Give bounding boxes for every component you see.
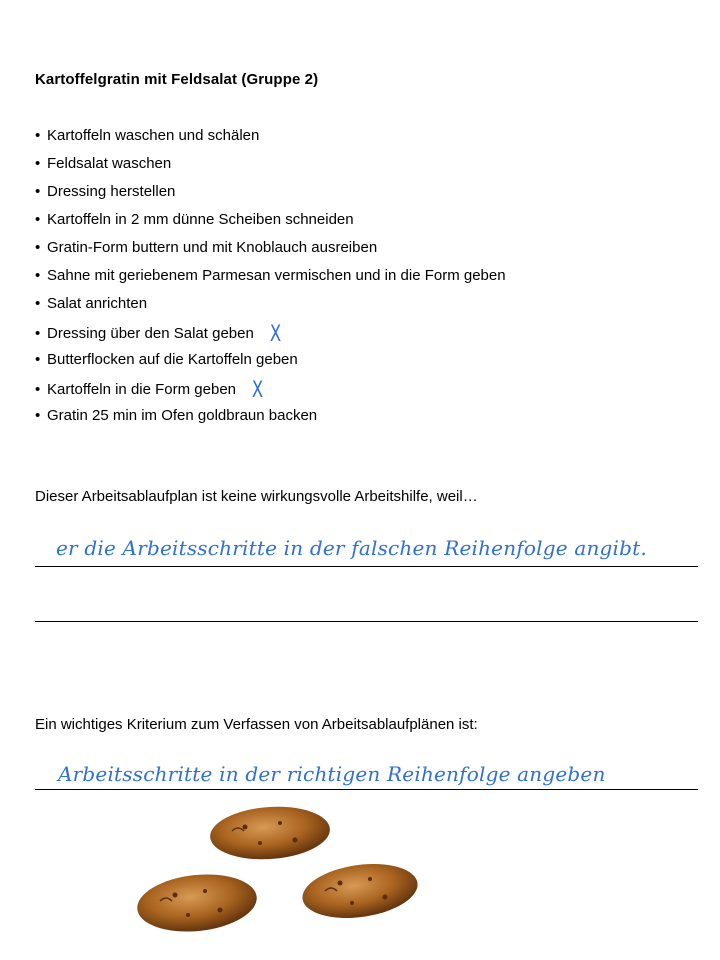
list-item	[35, 293, 506, 321]
list-item	[35, 405, 506, 433]
list-item	[35, 377, 506, 405]
step-text: Butterflocken auf die Kartoffeln geben	[47, 351, 298, 368]
step-text: Feldsalat waschen	[47, 155, 172, 172]
potato-icon	[299, 857, 421, 925]
step-text: Kartoffeln waschen und schälen	[47, 127, 260, 144]
step-text: Gratin 25 min im Ofen goldbraun backen	[47, 407, 318, 424]
bullet-icon: •	[35, 155, 41, 172]
bullet-icon: •	[35, 211, 41, 228]
step-text: Kartoffeln in 2 mm dünne Scheiben schneiden	[47, 211, 354, 228]
question-2-prompt: Ein wichtiges Kriterium zum Verfassen von Arbeitsablaufplänen ist:	[35, 716, 478, 733]
answer-line	[35, 566, 698, 567]
bullet-icon: •	[35, 183, 41, 200]
list-item	[35, 349, 506, 377]
answer-line	[35, 789, 698, 790]
recipe-title: Kartoffelgratin mit Feldsalat (Gruppe 2)	[35, 71, 319, 88]
potato-icon	[134, 869, 259, 935]
bullet-icon: •	[35, 295, 41, 312]
cross-mark-icon: X	[251, 378, 264, 403]
answer-2-handwriting: Arbeitsschritte in der richtigen Reihenfolge angeben	[58, 762, 606, 786]
step-text: Gratin-Form buttern und mit Knoblauch ausreiben	[47, 239, 378, 256]
bullet-icon: •	[35, 127, 41, 144]
cross-mark-icon: X	[269, 322, 282, 347]
answer-line	[35, 621, 698, 622]
list-item	[35, 321, 506, 349]
bullet-icon: •	[35, 351, 41, 368]
bullet-icon: •	[35, 381, 41, 398]
list-item	[35, 125, 506, 153]
list-item	[35, 153, 506, 181]
answer-1-handwriting: er die Arbeitsschritte in der falschen Reihenfolge angibt.	[56, 536, 647, 560]
potatoes-illustration	[120, 795, 430, 935]
step-list	[35, 125, 506, 433]
bullet-icon: •	[35, 407, 41, 424]
potato-icon	[208, 803, 331, 863]
list-item	[35, 237, 506, 265]
list-item	[35, 209, 506, 237]
step-text: Kartoffeln in die Form geben	[47, 381, 237, 398]
step-text: Sahne mit geriebenem Parmesan vermischen und in die Form geben	[47, 267, 506, 284]
step-text: Dressing herstellen	[47, 183, 176, 200]
list-item	[35, 265, 506, 293]
question-1-prompt: Dieser Arbeitsablaufplan ist keine wirkungsvolle Arbeitshilfe, weil…	[35, 488, 478, 505]
bullet-icon: •	[35, 267, 41, 284]
step-text: Dressing über den Salat geben	[47, 325, 254, 342]
bullet-icon: •	[35, 325, 41, 342]
list-item	[35, 181, 506, 209]
step-text: Salat anrichten	[47, 295, 148, 312]
bullet-icon: •	[35, 239, 41, 256]
